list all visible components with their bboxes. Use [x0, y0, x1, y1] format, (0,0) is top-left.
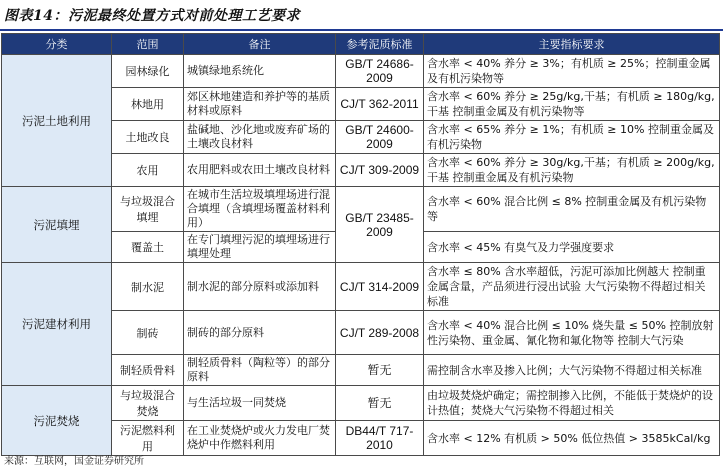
title-rule: [0, 29, 723, 31]
scope-cell: 与垃圾混合焚烧: [112, 386, 184, 421]
requirement-cell: 含水率 < 45% 有臭气及力学强度要求: [424, 232, 720, 263]
category-cell: 污泥土地利用: [2, 55, 112, 187]
scope-cell: 与垃圾混合填埋: [112, 187, 184, 232]
requirement-cell: 含水率 < 40% 养分 ≥ 3%；有机质 ≥ 25%；控制重金属及有机污染物等: [424, 55, 720, 88]
scope-cell: 制水泥: [112, 263, 184, 311]
note-cell: 制水泥的部分原料或添加料: [184, 263, 336, 311]
requirement-cell: 含水率 ≤ 80% 含水率超低，污泥可添加比例越大 控制重金属含量，产品须进行浸出试验 大气污染物不得超过相关标准: [424, 263, 720, 311]
category-cell: 污泥建材利用: [2, 263, 112, 386]
table-row: [2, 187, 720, 232]
note-cell: 盐碱地、沙化地或废弃矿场的土壤改良材料: [184, 121, 336, 154]
scope-cell: 农用: [112, 154, 184, 187]
requirements-table: [1, 33, 720, 456]
note-cell: 在工业焚烧炉或火力发电厂焚烧炉中作燃料利用: [184, 421, 336, 456]
scope-cell: 制砖: [112, 311, 184, 355]
note-cell: 与生活垃圾一同焚烧: [184, 386, 336, 421]
note-cell: 制砖的部分原料: [184, 311, 336, 355]
note-cell: 制轻质骨料（陶粒等）的部分原料: [184, 355, 336, 386]
table-row: [2, 386, 720, 421]
standard-cell: 暂无: [336, 355, 424, 386]
scope-cell: 制轻质骨料: [112, 355, 184, 386]
table-row: [2, 55, 720, 88]
scope-cell: 覆盖土: [112, 232, 184, 263]
category-cell: 污泥填埋: [2, 187, 112, 263]
note-cell: 在城市生活垃圾填埋场进行混合填埋（含填埋场覆盖材料利用）: [184, 187, 336, 232]
scope-cell: 土地改良: [112, 121, 184, 154]
note-cell: 郊区林地建造和养护等的基质材料或原料: [184, 88, 336, 121]
standard-cell: CJ/T 309-2009: [336, 154, 424, 187]
standard-cell: CJ/T 362-2011: [336, 88, 424, 121]
header-note: 备注: [184, 34, 336, 55]
header-standard: 参考泥质标准: [336, 34, 424, 55]
standard-cell: DB44/T 717-2010: [336, 421, 424, 456]
requirement-cell: 含水率 < 60% 养分 ≥ 30g/kg,干基；有机质 ≥ 200g/kg,干基 控制重金属及有机污染物: [424, 154, 720, 187]
note-cell: 农用肥料或农田土壤改良材料: [184, 154, 336, 187]
scope-cell: 林地用: [112, 88, 184, 121]
standard-cell: GB/T 24600-2009: [336, 121, 424, 154]
table-row: [2, 263, 720, 311]
header-category: 分类: [2, 34, 112, 55]
table-header-row: [2, 34, 720, 55]
requirement-cell: 含水率 < 65% 养分 ≥ 1%；有机质 ≥ 10% 控制重金属及有机污染物: [424, 121, 720, 154]
header-requirement: 主要指标要求: [424, 34, 720, 55]
source-note: 来源：互联网，国金证券研究所: [4, 456, 144, 467]
figure-title: 图表14：污泥最终处置方式对前处理工艺要求: [4, 8, 300, 24]
note-cell: 城镇绿地系统化: [184, 55, 336, 88]
requirement-cell: 含水率 < 60% 养分 ≥ 25g/kg,干基；有机质 ≥ 180g/kg,干基 控制重金属及有机污染物等: [424, 88, 720, 121]
standard-cell: GB/T 24686-2009: [336, 55, 424, 88]
requirement-cell: 含水率 < 60% 混合比例 ≤ 8% 控制重金属及有机污染物等: [424, 187, 720, 232]
standard-cell: GB/T 23485-2009: [336, 187, 424, 263]
scope-cell: 园林绿化: [112, 55, 184, 88]
requirement-cell: 由垃圾焚烧炉确定；需控制掺入比例，不能低于焚烧炉的设计热值；焚烧大气污染物不得超过相关: [424, 386, 720, 421]
note-cell: 在专门填埋污泥的填埋场进行填埋处理: [184, 232, 336, 263]
requirement-cell: 含水率 < 12% 有机质 > 50% 低位热值 > 3585kCal/kg: [424, 421, 720, 456]
category-cell: 污泥焚烧: [2, 386, 112, 456]
scope-cell: 污泥燃料利用: [112, 421, 184, 456]
requirement-cell: 需控制含水率及掺入比例；大气污染物不得超过相关标准: [424, 355, 720, 386]
standard-cell: 暂无: [336, 386, 424, 421]
requirement-cell: 含水率 < 40% 混合比例 ≤ 10% 烧失量 ≤ 50% 控制放射性污染物、重金属、氰化物和氟化物等 控制大气污染: [424, 311, 720, 355]
header-scope: 范围: [112, 34, 184, 55]
standard-cell: CJ/T 289-2008: [336, 311, 424, 355]
standard-cell: CJ/T 314-2009: [336, 263, 424, 311]
